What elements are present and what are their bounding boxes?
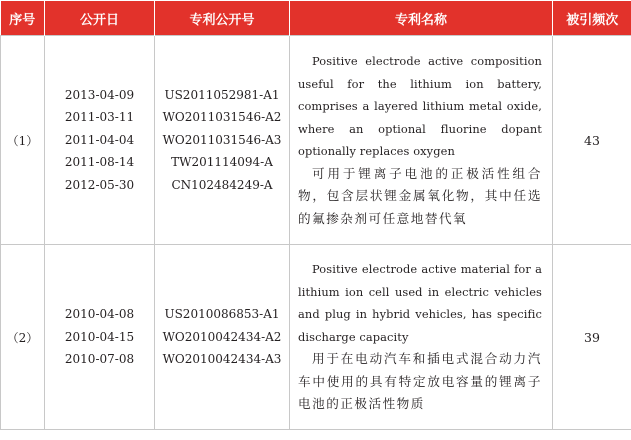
- header-citations: 被引频次: [553, 1, 631, 36]
- citation-count: 39: [553, 245, 631, 430]
- table-header-row: [1, 1, 631, 36]
- header-index: 序号: [1, 1, 45, 36]
- patent-title-zh: 用于在电动汽车和插电式混合动力汽车中使用的具有特定放电容量的锂离子电池的正极活性物质: [298, 351, 542, 412]
- pub-number: CN102484249-A: [171, 177, 273, 192]
- pub-dates-cell: [45, 245, 155, 430]
- pub-date: 2010-04-08: [64, 307, 135, 322]
- pub-date: 2010-04-15: [64, 329, 135, 344]
- patent-title-zh: 可用于锂离子电池的正极活性组合物，包含层状锂金属氧化物，其中任选的氟掺杂剂可任意地替代氧: [298, 165, 542, 226]
- pub-numbers-cell: [155, 245, 290, 430]
- table-row: [1, 36, 631, 245]
- row-index: （2）: [1, 245, 45, 430]
- pub-dates-cell: [45, 36, 155, 245]
- patent-title-en: Positive electrode active material for a lithium ion cell used in electric vehicles and plug in hybrid vehicles, has specific discharge capacity: [298, 262, 542, 344]
- header-pub-number: 专利公开号: [155, 1, 290, 36]
- pub-number: WO2010042434-A2: [162, 329, 282, 344]
- pub-date: 2011-08-14: [64, 155, 135, 170]
- pub-number: WO2010042434-A3: [162, 352, 282, 367]
- pub-date: 2011-03-11: [64, 110, 135, 125]
- citation-count: 43: [553, 36, 631, 245]
- pub-date: 2012-05-30: [64, 177, 135, 192]
- pub-number: US2011052981-A1: [164, 87, 280, 102]
- pub-number: WO2011031546-A3: [162, 132, 282, 147]
- table-row: [1, 245, 631, 430]
- pub-date: 2010-07-08: [64, 352, 135, 367]
- header-title: 专利名称: [290, 1, 553, 36]
- patent-title-cell: [290, 36, 553, 245]
- pub-number: WO2011031546-A2: [162, 110, 282, 125]
- patent-table: [0, 1, 631, 430]
- header-pub-date: 公开日: [45, 1, 155, 36]
- pub-date: 2011-04-04: [64, 132, 135, 147]
- patent-title-cell: [290, 245, 553, 430]
- pub-numbers-cell: [155, 36, 290, 245]
- pub-number: US2010086853-A1: [164, 307, 280, 322]
- patent-title-en: Positive electrode active composition useful for the lithium ion battery, comprises a layered lithium metal oxide, where an optional fluorine dopant optionally replaces oxygen: [298, 54, 542, 158]
- pub-number: TW201114094-A: [171, 155, 273, 170]
- pub-date: 2013-04-09: [64, 87, 135, 102]
- row-index: （1）: [1, 36, 45, 245]
